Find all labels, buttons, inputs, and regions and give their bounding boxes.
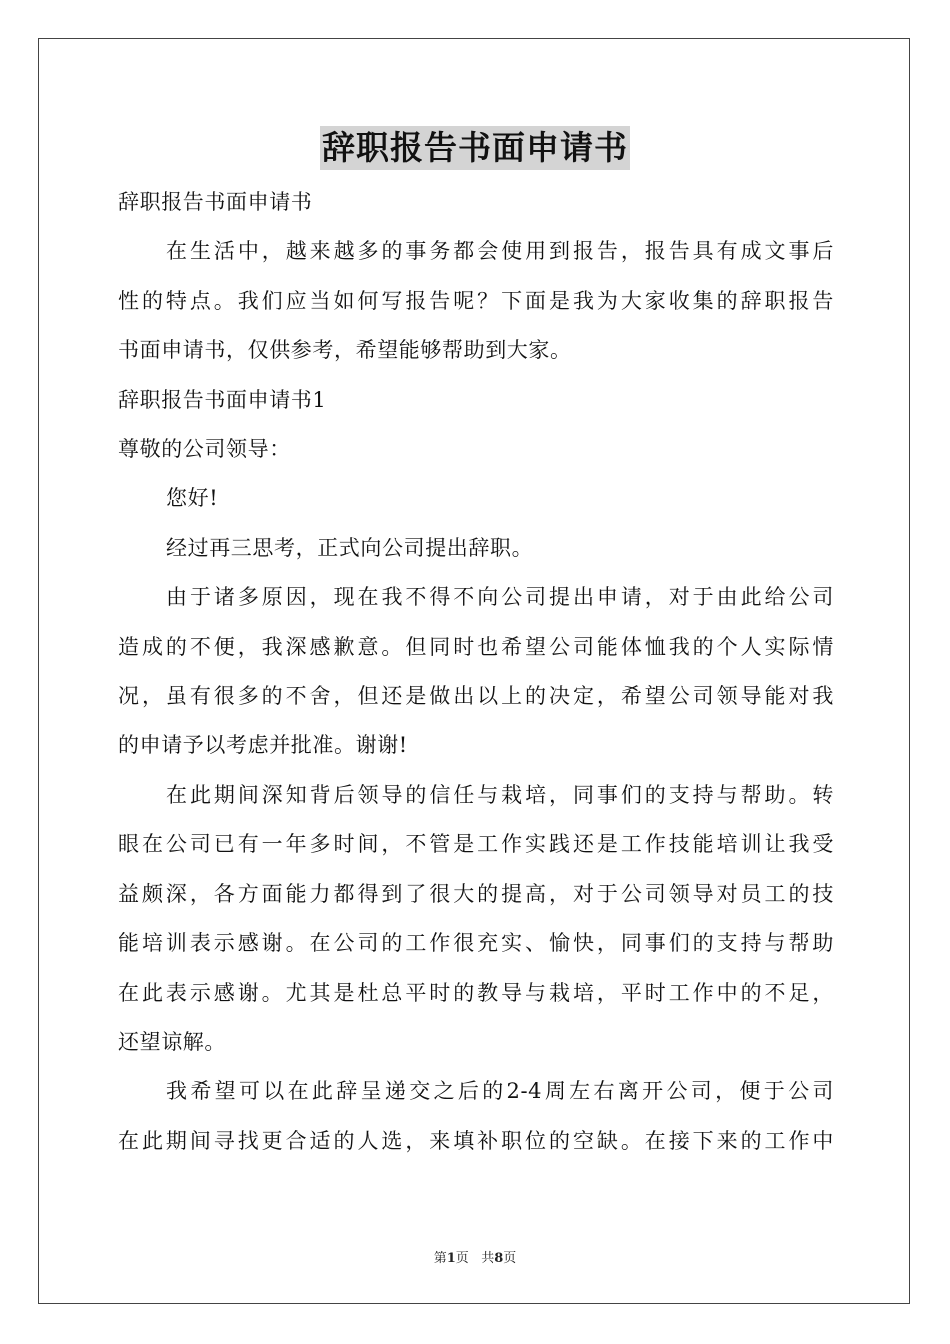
body-line: 性的特点。我们应当如何写报告呢？下面是我为大家收集的辞职报告 [118,288,834,313]
body-line: 在生活中，越来越多的事务都会使用到报告，报告具有成文事后 [166,239,834,264]
body-line: 还望谅解。 [118,1029,226,1054]
body-line: 况，虽有很多的不舍，但还是做出以上的决定，希望公司领导能对我 [118,684,834,709]
body-line: 尊敬的公司领导： [118,437,291,462]
footer-page-word: 页 [455,1251,469,1266]
body-line: 的申请予以考虑并批准。谢谢! [118,733,408,758]
body-line: 造成的不便，我深感歉意。但同时也希望公司能体恤我的个人实际情 [118,634,834,659]
body-line: 益颇深，各方面能力都得到了很大的提高，对于公司领导对员工的技 [118,881,834,906]
body-line: 能培训表示感谢。在公司的工作很充实、愉快，同事们的支持与帮助 [118,931,834,956]
footer-total-prefix: 共 [481,1251,495,1266]
body-line: 在此期间寻找更合适的人选，来填补职位的空缺。在接下来的工作中 [118,1128,834,1153]
body-line: 眼在公司已有一年多时间，不管是工作实践还是工作技能培训让我受 [118,832,834,857]
footer-prefix: 第 [433,1251,447,1266]
page-footer [0,1247,950,1266]
title-container [0,126,950,170]
current-page-number: 1 [446,1251,456,1266]
total-pages-number: 8 [494,1251,504,1266]
document-body [118,178,834,1166]
body-line: 辞职报告书面申请书 [118,190,313,214]
body-line: 由于诸多原因，现在我不得不向公司提出申请，对于由此给公司 [166,585,834,610]
body-line: 在此表示感谢。尤其是杜总平时的教导与栽培，平时工作中的不足， [118,980,834,1005]
body-line: 您好! [166,486,219,511]
body-line: 我希望可以在此辞呈递交之后的2-4周左右离开公司，便于公司 [166,1079,834,1104]
body-line: 经过再三思考，正式向公司提出辞职。 [166,535,534,560]
body-line: 在此期间深知背后领导的信任与栽培，同事们的支持与帮助。转 [166,782,834,807]
footer-total-suffix: 页 [503,1251,517,1266]
body-line: 书面申请书，仅供参考，希望能够帮助到大家。 [118,338,572,363]
body-line: 辞职报告书面申请书1 [118,387,327,412]
document-title: 辞职报告书面申请书 [320,126,630,170]
